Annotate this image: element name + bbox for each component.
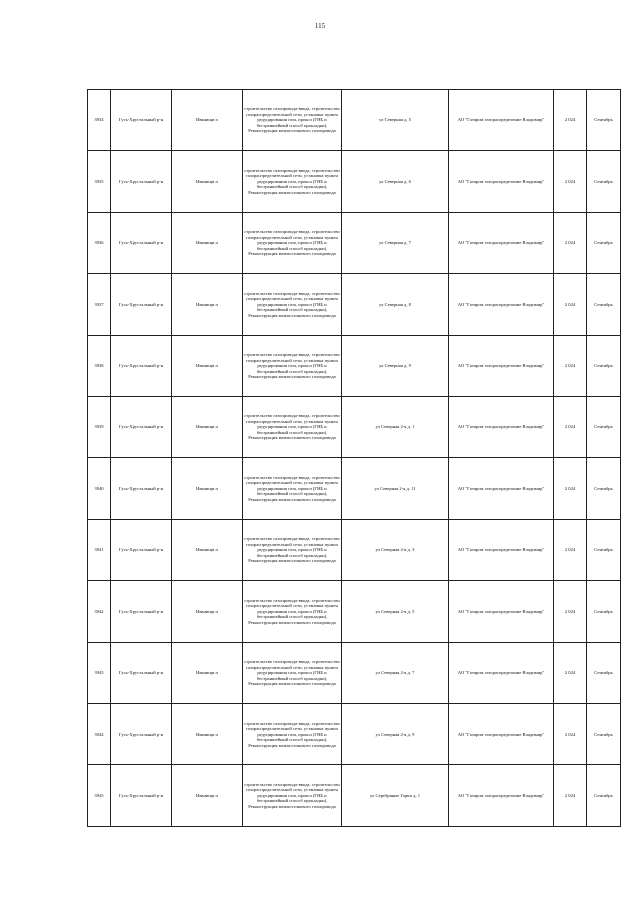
district-cell: Гусь-Хрустальный р-н [111,581,172,642]
settlement-cell: Иванищи п [172,212,243,273]
row-number: 3940 [88,458,111,519]
settlement-cell: Иванищи п [172,704,243,765]
settlement-cell: Иванищи п [172,274,243,335]
table-row [88,704,621,765]
works-description-cell: строительство газопровода-ввода, строительство газораспределительной сети, установка пункта редуцирования газа, прокол (ГНБ и бестраншейный способ прокладки), Реконструкция межпоселкового газопровода [243,212,342,273]
row-number: 3943 [88,642,111,703]
year-cell: 2 024 [554,704,587,765]
month-cell: Сентябрь [587,581,621,642]
district-cell: Гусь-Хрустальный р-н [111,90,172,151]
district-cell: Гусь-Хрустальный р-н [111,274,172,335]
address-cell: ул Северная 2-я д. 5 [342,581,449,642]
row-number: 3935 [88,151,111,212]
district-cell: Гусь-Хрустальный р-н [111,212,172,273]
settlement-cell: Иванищи п [172,581,243,642]
row-number: 3938 [88,335,111,396]
works-description-cell: строительство газопровода-ввода, строительство газораспределительной сети, установка пункта редуцирования газа, прокол (ГНБ и бестраншейный способ прокладки), Реконструкция межпоселкового газопровода [243,458,342,519]
works-description-cell: строительство газопровода-ввода, строительство газораспределительной сети, установка пункта редуцирования газа, прокол (ГНБ и бестраншейный способ прокладки), Реконструкция межпоселкового газопровода [243,335,342,396]
table-row [88,642,621,703]
settlement-cell: Иванищи п [172,151,243,212]
table-row [88,212,621,273]
district-cell: Гусь-Хрустальный р-н [111,519,172,580]
settlement-cell: Иванищи п [172,765,243,827]
row-number: 3934 [88,90,111,151]
works-description-cell: строительство газопровода-ввода, строительство газораспределительной сети, установка пункта редуцирования газа, прокол (ГНБ и бестраншейный способ прокладки), Реконструкция межпоселкового газопровода [243,151,342,212]
organization-cell: АО "Газпром газораспределение Владимир" [449,458,554,519]
month-cell: Сентябрь [587,212,621,273]
district-cell: Гусь-Хрустальный р-н [111,458,172,519]
month-cell: Сентябрь [587,397,621,458]
year-cell: 2 024 [554,458,587,519]
settlement-cell: Иванищи п [172,458,243,519]
month-cell: Сентябрь [587,151,621,212]
organization-cell: АО "Газпром газораспределение Владимир" [449,335,554,396]
works-description-cell: строительство газопровода-ввода, строительство газораспределительной сети, установка пункта редуцирования газа, прокол (ГНБ и бестраншейный способ прокладки), Реконструкция межпоселкового газопровода [243,519,342,580]
organization-cell: АО "Газпром газораспределение Владимир" [449,642,554,703]
year-cell: 2 024 [554,519,587,580]
settlement-cell: Иванищи п [172,519,243,580]
works-description-cell: строительство газопровода-ввода, строительство газораспределительной сети, установка пункта редуцирования газа, прокол (ГНБ и бестраншейный способ прокладки), Реконструкция межпоселкового газопровода [243,704,342,765]
works-description-cell: строительство газопровода-ввода, строительство газораспределительной сети, установка пункта редуцирования газа, прокол (ГНБ и бестраншейный способ прокладки), Реконструкция межпоселкового газопровода [243,765,342,827]
address-cell: ул Северная 2-я д. 11 [342,458,449,519]
organization-cell: АО "Газпром газораспределение Владимир" [449,581,554,642]
month-cell: Сентябрь [587,458,621,519]
month-cell: Сентябрь [587,642,621,703]
page-number: 115 [314,22,326,30]
address-cell: ул Северная д. 8 [342,274,449,335]
address-cell: ул Северная д. 6 [342,151,449,212]
organization-cell: АО "Газпром газораспределение Владимир" [449,704,554,765]
district-cell: Гусь-Хрустальный р-н [111,335,172,396]
year-cell: 2 024 [554,212,587,273]
address-cell: ул Северная д. 9 [342,335,449,396]
address-cell: ул Северная д. 7 [342,212,449,273]
table-row [88,458,621,519]
organization-cell: АО "Газпром газораспределение Владимир" [449,765,554,827]
address-cell: ул Северная д. 5 [342,90,449,151]
organization-cell: АО "Газпром газораспределение Владимир" [449,274,554,335]
row-number: 3941 [88,519,111,580]
table-row [88,765,621,827]
district-cell: Гусь-Хрустальный р-н [111,765,172,827]
organization-cell: АО "Газпром газораспределение Владимир" [449,212,554,273]
row-number: 3944 [88,704,111,765]
table-row [88,151,621,212]
row-number: 3939 [88,397,111,458]
address-cell: ул Северная 2-я д. 3 [342,519,449,580]
address-cell: ул Северная 2-я д. 7 [342,642,449,703]
table-row [88,274,621,335]
year-cell: 2 024 [554,642,587,703]
district-cell: Гусь-Хрустальный р-н [111,704,172,765]
month-cell: Сентябрь [587,274,621,335]
table-row [88,397,621,458]
year-cell: 2 024 [554,335,587,396]
month-cell: Сентябрь [587,765,621,827]
year-cell: 2 024 [554,151,587,212]
year-cell: 2 024 [554,397,587,458]
address-cell: ул Северная 2-я д. 9 [342,704,449,765]
address-cell: ул Северная 2-я д. 1 [342,397,449,458]
organization-cell: АО "Газпром газораспределение Владимир" [449,397,554,458]
year-cell: 2 024 [554,274,587,335]
settlement-cell: Иванищи п [172,335,243,396]
month-cell: Сентябрь [587,704,621,765]
row-number: 3942 [88,581,111,642]
settlement-cell: Иванищи п [172,642,243,703]
settlement-cell: Иванищи п [172,90,243,151]
year-cell: 2 024 [554,581,587,642]
month-cell: Сентябрь [587,335,621,396]
row-number: 3936 [88,212,111,273]
works-description-cell: строительство газопровода-ввода, строительство газораспределительной сети, установка пункта редуцирования газа, прокол (ГНБ и бестраншейный способ прокладки), Реконструкция межпоселкового газопровода [243,642,342,703]
table-row [88,90,621,151]
district-cell: Гусь-Хрустальный р-н [111,397,172,458]
month-cell: Сентябрь [587,90,621,151]
organization-cell: АО "Газпром газораспределение Владимир" [449,151,554,212]
gasification-schedule-table [87,89,621,827]
row-number: 3937 [88,274,111,335]
row-number: 3945 [88,765,111,827]
district-cell: Гусь-Хрустальный р-н [111,642,172,703]
table-row [88,581,621,642]
year-cell: 2 024 [554,765,587,827]
district-cell: Гусь-Хрустальный р-н [111,151,172,212]
table-row [88,335,621,396]
works-description-cell: строительство газопровода-ввода, строительство газораспределительной сети, установка пункта редуцирования газа, прокол (ГНБ и бестраншейный способ прокладки), Реконструкция межпоселкового газопровода [243,90,342,151]
table-row [88,519,621,580]
works-description-cell: строительство газопровода-ввода, строительство газораспределительной сети, установка пункта редуцирования газа, прокол (ГНБ и бестраншейный способ прокладки), Реконструкция межпоселкового газопровода [243,274,342,335]
organization-cell: АО "Газпром газораспределение Владимир" [449,519,554,580]
address-cell: ул Серебряные Горки д. 1 [342,765,449,827]
organization-cell: АО "Газпром газораспределение Владимир" [449,90,554,151]
works-description-cell: строительство газопровода-ввода, строительство газораспределительной сети, установка пункта редуцирования газа, прокол (ГНБ и бестраншейный способ прокладки), Реконструкция межпоселкового газопровода [243,397,342,458]
settlement-cell: Иванищи п [172,397,243,458]
month-cell: Сентябрь [587,519,621,580]
works-description-cell: строительство газопровода-ввода, строительство газораспределительной сети, установка пункта редуцирования газа, прокол (ГНБ и бестраншейный способ прокладки), Реконструкция межпоселкового газопровода [243,581,342,642]
year-cell: 2 024 [554,90,587,151]
